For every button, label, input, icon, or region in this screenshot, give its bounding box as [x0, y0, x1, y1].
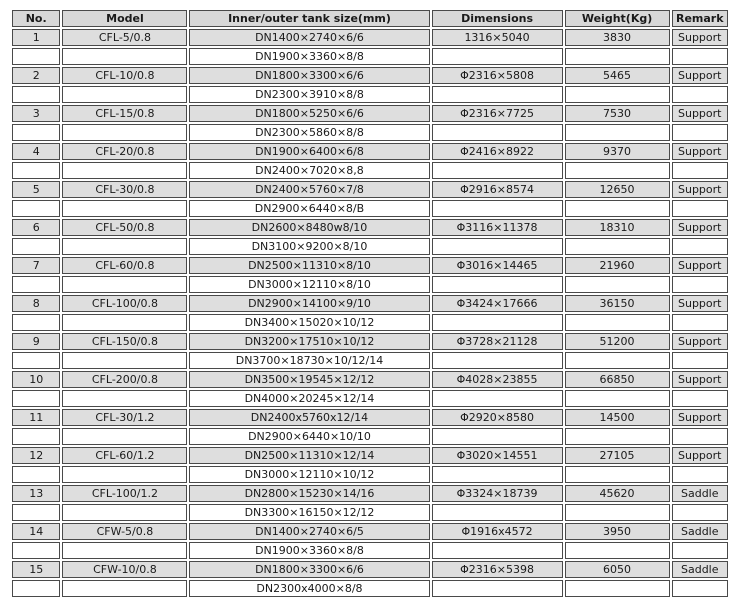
table-row: [12, 561, 728, 578]
cell-empty: [62, 48, 187, 65]
cell-dimensions: Φ4028×23855: [432, 371, 563, 388]
spec-table-container: [10, 8, 730, 599]
cell-empty: [62, 86, 187, 103]
cell-weight: 3830: [565, 29, 670, 46]
cell-empty: [565, 314, 670, 331]
cell-no: 12: [12, 447, 60, 464]
cell-empty: [432, 162, 563, 179]
cell-no: 5: [12, 181, 60, 198]
table-row-outer: [12, 466, 728, 483]
cell-empty: [565, 428, 670, 445]
cell-empty: [12, 276, 60, 293]
cell-empty: [12, 48, 60, 65]
table-row: [12, 447, 728, 464]
cell-empty: [62, 124, 187, 141]
cell-dimensions: Φ2416×8922: [432, 143, 563, 160]
cell-dimensions: Φ2916×8574: [432, 181, 563, 198]
header-model: Model: [62, 10, 187, 27]
cell-inner-size: DN3500×19545×12/12: [189, 371, 429, 388]
header-no: No.: [12, 10, 60, 27]
cell-no: 6: [12, 219, 60, 236]
cell-empty: [62, 276, 187, 293]
table-row: [12, 523, 728, 540]
cell-remark: Support: [672, 257, 729, 274]
cell-no: 14: [12, 523, 60, 540]
cell-outer-size: DN2300x4000×8/8: [189, 580, 429, 597]
table-row-outer: [12, 162, 728, 179]
cell-empty: [565, 124, 670, 141]
cell-outer-size: DN1900×3360×8/8: [189, 48, 429, 65]
cell-weight: 9370: [565, 143, 670, 160]
cell-empty: [565, 466, 670, 483]
cell-inner-size: DN2800×15230×14/16: [189, 485, 429, 502]
cell-empty: [432, 86, 563, 103]
cell-no: 4: [12, 143, 60, 160]
cell-no: 13: [12, 485, 60, 502]
cell-remark: Support: [672, 295, 729, 312]
cell-outer-size: DN3000×12110×10/12: [189, 466, 429, 483]
cell-remark: Support: [672, 333, 729, 350]
cell-dimensions: Φ3020×14551: [432, 447, 563, 464]
cell-outer-size: DN3300×16150×12/12: [189, 504, 429, 521]
table-row: [12, 105, 728, 122]
table-row-outer: [12, 86, 728, 103]
cell-empty: [12, 580, 60, 597]
cell-weight: 5465: [565, 67, 670, 84]
cell-inner-size: DN1800×3300×6/6: [189, 561, 429, 578]
cell-empty: [565, 542, 670, 559]
table-row-outer: [12, 504, 728, 521]
cell-empty: [565, 504, 670, 521]
cell-inner-size: DN2400×5760×7/8: [189, 181, 429, 198]
table-row-outer: [12, 580, 728, 597]
table-row-outer: [12, 124, 728, 141]
cell-outer-size: DN3700×18730×10/12/14: [189, 352, 429, 369]
cell-empty: [565, 238, 670, 255]
cell-dimensions: Φ2316×5398: [432, 561, 563, 578]
cell-empty: [432, 200, 563, 217]
cell-empty: [565, 580, 670, 597]
header-tank-size: Inner/outer tank size(mm): [189, 10, 429, 27]
cell-empty: [565, 352, 670, 369]
cell-empty: [672, 466, 729, 483]
cell-outer-size: DN2900×6440×8/B: [189, 200, 429, 217]
cell-empty: [565, 390, 670, 407]
cell-inner-size: DN2400x5760x12/14: [189, 409, 429, 426]
cell-weight: 3950: [565, 523, 670, 540]
cell-remark: Support: [672, 67, 729, 84]
cell-weight: 14500: [565, 409, 670, 426]
cell-empty: [432, 238, 563, 255]
header-row: [12, 10, 728, 27]
table-row-outer: [12, 238, 728, 255]
cell-inner-size: DN1900×6400×6/8: [189, 143, 429, 160]
cell-empty: [432, 276, 563, 293]
cell-empty: [12, 124, 60, 141]
table-row-outer: [12, 200, 728, 217]
cell-empty: [565, 48, 670, 65]
cell-empty: [62, 542, 187, 559]
cell-no: 11: [12, 409, 60, 426]
cell-empty: [432, 352, 563, 369]
cell-inner-size: DN2500×11310×12/14: [189, 447, 429, 464]
table-body: [12, 29, 728, 597]
cell-model: CFL-150/0.8: [62, 333, 187, 350]
cell-empty: [12, 86, 60, 103]
cell-dimensions: Φ1916x4572: [432, 523, 563, 540]
cell-outer-size: DN2300×5860×8/8: [189, 124, 429, 141]
cell-model: CFL-50/0.8: [62, 219, 187, 236]
cell-outer-size: DN3400×15020×10/12: [189, 314, 429, 331]
cell-inner-size: DN1400×2740×6/6: [189, 29, 429, 46]
cell-weight: 7530: [565, 105, 670, 122]
table-row: [12, 143, 728, 160]
cell-model: CFW-5/0.8: [62, 523, 187, 540]
cell-remark: Saddle: [672, 523, 729, 540]
cell-empty: [672, 200, 729, 217]
cell-weight: 45620: [565, 485, 670, 502]
cell-remark: Saddle: [672, 485, 729, 502]
cell-empty: [12, 390, 60, 407]
cell-empty: [672, 162, 729, 179]
cell-empty: [432, 466, 563, 483]
cell-empty: [12, 428, 60, 445]
cell-dimensions: Φ2920×8580: [432, 409, 563, 426]
table-row-outer: [12, 390, 728, 407]
cell-remark: Support: [672, 371, 729, 388]
cell-weight: 51200: [565, 333, 670, 350]
cell-remark: Support: [672, 219, 729, 236]
cell-empty: [12, 352, 60, 369]
cell-no: 8: [12, 295, 60, 312]
table-row: [12, 67, 728, 84]
table-row: [12, 29, 728, 46]
cell-empty: [12, 200, 60, 217]
cell-empty: [432, 428, 563, 445]
table-row: [12, 181, 728, 198]
header-weight: Weight(Kg): [565, 10, 670, 27]
cell-empty: [565, 86, 670, 103]
header-dimensions: Dimensions: [432, 10, 563, 27]
cell-model: CFL-15/0.8: [62, 105, 187, 122]
cell-empty: [62, 162, 187, 179]
table-row-outer: [12, 48, 728, 65]
cell-inner-size: DN2900×14100×9/10: [189, 295, 429, 312]
cell-weight: 12650: [565, 181, 670, 198]
cell-empty: [672, 352, 729, 369]
cell-no: 2: [12, 67, 60, 84]
cell-empty: [672, 390, 729, 407]
table-row-outer: [12, 352, 728, 369]
cell-empty: [432, 504, 563, 521]
cell-empty: [672, 504, 729, 521]
cell-no: 3: [12, 105, 60, 122]
header-remark: Remark: [672, 10, 729, 27]
cell-empty: [62, 504, 187, 521]
cell-outer-size: DN2300×3910×8/8: [189, 86, 429, 103]
table-row-outer: [12, 276, 728, 293]
cell-empty: [672, 238, 729, 255]
cell-empty: [672, 86, 729, 103]
cell-empty: [432, 48, 563, 65]
cell-empty: [672, 276, 729, 293]
table-row: [12, 371, 728, 388]
table-row-outer: [12, 428, 728, 445]
cell-model: CFL-60/1.2: [62, 447, 187, 464]
cell-dimensions: Φ2316×7725: [432, 105, 563, 122]
cell-empty: [12, 466, 60, 483]
cell-model: CFL-200/0.8: [62, 371, 187, 388]
cell-empty: [12, 542, 60, 559]
cell-empty: [672, 124, 729, 141]
cell-empty: [672, 542, 729, 559]
cell-model: CFL-100/0.8: [62, 295, 187, 312]
cell-inner-size: DN2600×8480w8/10: [189, 219, 429, 236]
cell-empty: [672, 428, 729, 445]
cell-empty: [62, 238, 187, 255]
cell-model: CFL-20/0.8: [62, 143, 187, 160]
cell-empty: [62, 580, 187, 597]
cell-no: 9: [12, 333, 60, 350]
table-row: [12, 485, 728, 502]
cell-dimensions: Φ3424×17666: [432, 295, 563, 312]
cell-remark: Saddle: [672, 561, 729, 578]
cell-empty: [565, 200, 670, 217]
cell-weight: 21960: [565, 257, 670, 274]
cell-model: CFL-100/1.2: [62, 485, 187, 502]
cell-empty: [672, 580, 729, 597]
spec-table: [10, 8, 730, 599]
table-row-outer: [12, 542, 728, 559]
cell-outer-size: DN3000×12110×8/10: [189, 276, 429, 293]
cell-dimensions: Φ3324×18739: [432, 485, 563, 502]
cell-outer-size: DN2400×7020×8,8: [189, 162, 429, 179]
cell-dimensions: 1316×5040: [432, 29, 563, 46]
table-row: [12, 219, 728, 236]
cell-dimensions: Φ3116×11378: [432, 219, 563, 236]
cell-no: 7: [12, 257, 60, 274]
cell-outer-size: DN2900×6440×10/10: [189, 428, 429, 445]
cell-inner-size: DN1800×3300×6/6: [189, 67, 429, 84]
cell-empty: [432, 314, 563, 331]
cell-empty: [432, 542, 563, 559]
cell-empty: [62, 466, 187, 483]
cell-inner-size: DN1800×5250×6/6: [189, 105, 429, 122]
cell-remark: Support: [672, 29, 729, 46]
cell-weight: 36150: [565, 295, 670, 312]
cell-inner-size: DN3200×17510×10/12: [189, 333, 429, 350]
cell-remark: Support: [672, 447, 729, 464]
cell-remark: Support: [672, 143, 729, 160]
cell-outer-size: DN3100×9200×8/10: [189, 238, 429, 255]
cell-empty: [432, 580, 563, 597]
cell-empty: [62, 352, 187, 369]
table-row: [12, 333, 728, 350]
cell-empty: [432, 390, 563, 407]
cell-dimensions: Φ3728×21128: [432, 333, 563, 350]
cell-no: 15: [12, 561, 60, 578]
cell-model: CFL-10/0.8: [62, 67, 187, 84]
cell-inner-size: DN2500×11310×8/10: [189, 257, 429, 274]
cell-remark: Support: [672, 105, 729, 122]
cell-dimensions: Φ2316×5808: [432, 67, 563, 84]
cell-empty: [62, 428, 187, 445]
cell-empty: [672, 48, 729, 65]
cell-empty: [565, 276, 670, 293]
cell-model: CFL-30/0.8: [62, 181, 187, 198]
cell-empty: [672, 314, 729, 331]
cell-empty: [62, 314, 187, 331]
cell-empty: [565, 162, 670, 179]
cell-empty: [12, 238, 60, 255]
cell-remark: Support: [672, 181, 729, 198]
cell-empty: [12, 162, 60, 179]
cell-inner-size: DN1400×2740×6/5: [189, 523, 429, 540]
cell-dimensions: Φ3016×14465: [432, 257, 563, 274]
cell-empty: [432, 124, 563, 141]
cell-weight: 27105: [565, 447, 670, 464]
cell-weight: 6050: [565, 561, 670, 578]
table-row: [12, 409, 728, 426]
cell-weight: 66850: [565, 371, 670, 388]
cell-model: CFL-60/0.8: [62, 257, 187, 274]
cell-model: CFW-10/0.8: [62, 561, 187, 578]
cell-empty: [12, 504, 60, 521]
cell-remark: Support: [672, 409, 729, 426]
table-row: [12, 295, 728, 312]
cell-no: 1: [12, 29, 60, 46]
cell-no: 10: [12, 371, 60, 388]
cell-empty: [62, 200, 187, 217]
cell-outer-size: DN4000×20245×12/14: [189, 390, 429, 407]
cell-model: CFL-30/1.2: [62, 409, 187, 426]
table-row-outer: [12, 314, 728, 331]
cell-empty: [12, 314, 60, 331]
cell-outer-size: DN1900×3360×8/8: [189, 542, 429, 559]
cell-weight: 18310: [565, 219, 670, 236]
cell-model: CFL-5/0.8: [62, 29, 187, 46]
cell-empty: [62, 390, 187, 407]
table-row: [12, 257, 728, 274]
